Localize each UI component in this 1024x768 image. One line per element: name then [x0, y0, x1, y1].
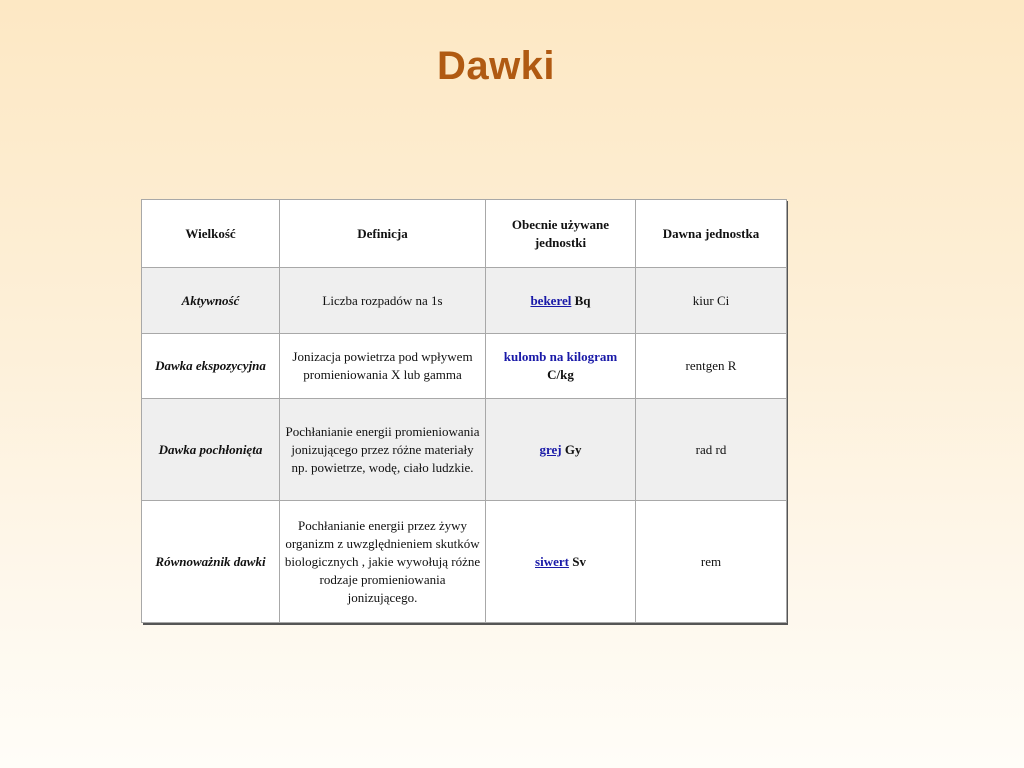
doses-table [141, 199, 787, 623]
table-row [142, 268, 787, 334]
current-unit-cell [486, 268, 636, 334]
header-definition: Definicja [280, 200, 486, 268]
current-unit-cell [486, 399, 636, 501]
unit-link-siwert[interactable]: siwert [535, 553, 569, 569]
definition-cell: Liczba rozpadów na 1s [280, 268, 486, 334]
header-current-units: Obecnie używane jednostki [486, 200, 636, 268]
quantity-cell: Aktywność [142, 268, 280, 334]
table-row [142, 399, 787, 501]
unit-symbol: Sv [572, 553, 586, 569]
table-row [142, 501, 787, 623]
old-unit-cell: rem [636, 501, 787, 623]
quantity-cell: Dawka ekspozycyjna [142, 334, 280, 399]
definition-cell: Jonizacja powietrza pod wpływem promieniowania X lub gamma [280, 334, 486, 399]
old-unit-cell: rentgen R [636, 334, 787, 399]
unit-link-grej[interactable]: grej [539, 441, 562, 457]
slide-title: Dawki [436, 44, 556, 88]
current-unit-cell [486, 334, 636, 399]
quantity-cell: Dawka pochłonięta [142, 399, 280, 501]
old-unit-cell: rad rd [636, 399, 787, 501]
unit-link-bekerel[interactable]: bekerel [530, 292, 572, 308]
quantity-cell: Równoważnik dawki [142, 501, 280, 623]
current-unit-cell [486, 501, 636, 623]
definition-cell: Pochłanianie energii przez żywy organizm z uwzględnieniem skutków biologicznych , jakie wywołują różne rodzaje promieniowania jonizującego. [280, 501, 486, 623]
definition-cell: Pochłanianie energii promieniowania jonizującego przez różne materiały np. powietrze, wodę, ciało ludzkie. [280, 399, 486, 501]
header-old-unit: Dawna jednostka [636, 200, 787, 268]
table-row [142, 334, 787, 399]
unit-symbol: Gy [564, 441, 582, 457]
table-header-row [142, 200, 787, 268]
unit-name: kulomb na kilogram [503, 349, 618, 364]
unit-symbol: C/kg [547, 367, 574, 382]
unit-symbol: Bq [574, 292, 591, 308]
doses-table-container [141, 199, 786, 623]
header-quantity: Wielkość [142, 200, 280, 268]
old-unit-cell: kiur Ci [636, 268, 787, 334]
